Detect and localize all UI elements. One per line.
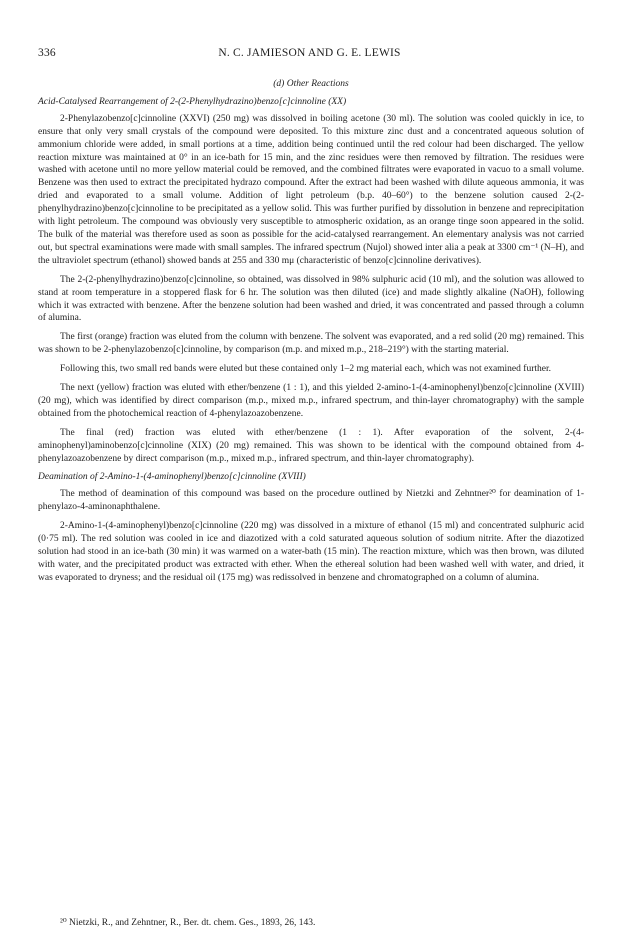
section-heading: (d) Other Reactions [273,79,349,89]
body-text [38,78,584,597]
running-head [38,47,581,63]
paragraph: Following this, two small red bands were eluted but these contained only 1–2 mg material each, which was not examined further. [60,364,551,375]
paragraph: 2-Phenylazobenzo[c]cinnoline (XXVI) (250 mg) was dissolved in boiling acetone (30 ml). The solution was cooled quickly in ice, to ensure that only very small crystals of the compound were deposited. To this mixture zinc dust and a concentrated aqueous solution of ammonium chloride were added, in small portions at a time, addition being continued until the red colour had been discharged. The yellow reaction mixture was maintained at 0° in an ice-bath for 15 min, and the zinc residues were then removed by filtration. The residues were washed with acetone until no more yellow material could be removed, and the combined filtrates were evaporated in vacuo to a small volume. Benzene was then used to extract the precipitated hydrazo compound. After the extract had been washed with dilute aqueous ammonia, it was dried and evaporated to a small volume. Addition of light petroleum (b.p. 40–60°) to the benzene solution caused 2-(2-phenylhydrazino)benzo[c]cinnoline to be precipitated as a yellow solid. This was further purified by dissolution in benzene and reprecipitation with light petroleum. The compound was obviously very susceptible to atmospheric oxidation, as an orange tinge soon appeared in the solid. The bulk of the material was therefore used as soon as possible for the acid-catalysed rearrangement. An elementary analysis was not carried out, but spectral examinations were made with small samples. The infrared spectrum (Nujol) showed inter alia a peak at 3300 cm⁻¹ (N–H), and the ultraviolet spectrum (ethanol) showed bands at 255 and 330 mμ (characteristic of benzo[c]cinnoline derivatives). [38,113,584,266]
paragraph: The next (yellow) fraction was eluted with ether/benzene (1 : 1), and this yielded 2-amino-1-(4-aminophenyl)benzo[c]cinnoline (XVIII) (20 mg), which was identified by direct comparison (m.p., mixed m.p., infrared spectrum, and thin-layer chromatography) with the sample obtained from the photochemical reaction of 4-phenylazoazobenzene. [38,383,584,419]
page-number: 336 [38,47,56,59]
subsection-title: Acid-Catalysed Rearrangement of 2-(2-Phenylhydrazino)benzo[c]cinnoline (XX) [38,96,347,107]
paragraph: 2-Amino-1-(4-aminophenyl)benzo[c]cinnoline (220 mg) was dissolved in a mixture of ethanol (15 ml) and concentrated sulphuric acid (0·75 ml). The red solution was cooled in ice and diazotized with a cold saturated aqueous solution of sodium nitrite. After the diazotized solution had stood in an ice-bath (30 min) it was warmed on a water-bath (15 min). The reaction mixture, which was then brown, was diluted with water, and the precipitated product was extracted with ether. When the ethereal solution had been washed well with water, and dried, it was evaporated to dryness; and the residual oil (175 mg) was redissolved in benzene and chromatographed on a column of alumina. [38,521,584,583]
paragraph: The first (orange) fraction was eluted from the column with benzene. The solvent was evaporated, and a red solid (20 mg) remained. This was shown to be 2-phenylazobenzo[c]cinnoline, by comparison (m.p. and mixed m.p., 218–219°) with the starting material. [38,332,584,356]
subsection-title: Deamination of 2-Amino-1-(4-aminophenyl)benzo[c]cinnoline (XVIII) [38,472,306,483]
paragraph: The final (red) fraction was eluted with ether/benzene (1 : 1). After evaporation of the solvent, 2-(4-aminophenyl)aminobenzo[c]cinnoline (XIX) (20 mg) remained. This was shown to be identical with the compound obtained from 4-phenylazoazobenzene by direct comparison (m.p., mixed m.p., infrared spectrum, and thin-layer chromatography). [38,427,584,464]
paragraph: The method of deamination of this compound was based on the procedure outlined by Nietzki and Zehntner²⁰ for deamination of 1-phenylazo-4-aminonaphthalene. [38,489,584,513]
paragraph: The 2-(2-phenylhydrazino)benzo[c]cinnoline, so obtained, was dissolved in 98% sulphuric acid (10 ml), and the solution was allowed to stand at room temperature in a stoppered flask for 6 hr. The solution was then diluted (ice) and made slightly alkaline (NaOH), following which it was extracted with benzene. After the benzene solution had been washed and dried, it was concentrated and passed through a column of alumina. [38,274,584,324]
running-title: N. C. JAMIESON AND G. E. LEWIS [218,47,401,59]
footnote: ²⁰ Nietzki, R., and Zehntner, R., Ber. dt. chem. Ges., 1893, 26, 143. [60,918,316,928]
